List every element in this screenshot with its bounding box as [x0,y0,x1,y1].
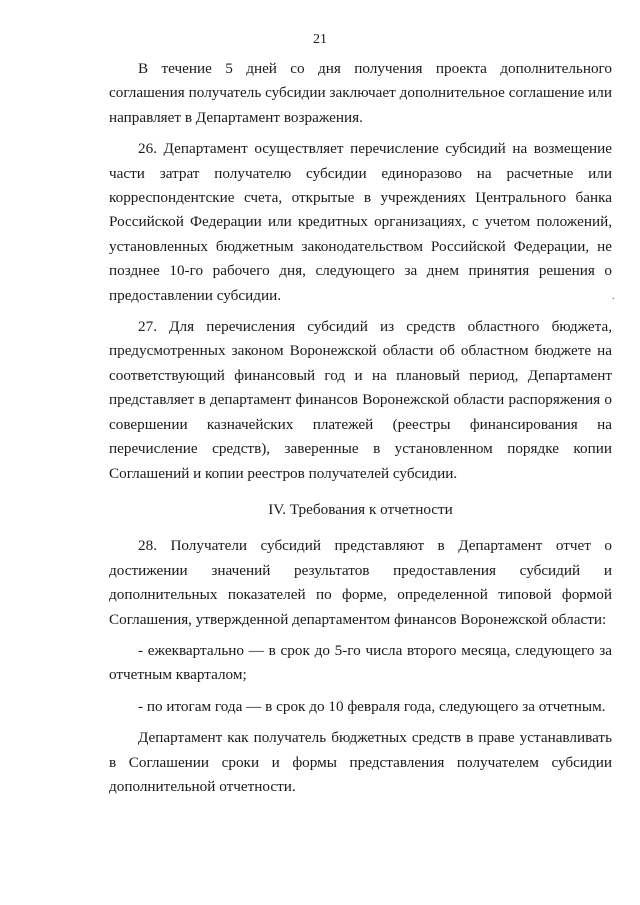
paragraph-additional-agreement: В течение 5 дней со дня получения проекта дополнительного соглашения получатель субсидии заключает дополнительное соглашение или направляет в Департамент возражения. [109,60,612,126]
document-body [109,57,612,806]
paragraph-26: 26. Департамент осуществляет перечисление субсидий на возмещение части затрат получателю субсидии единоразово на расчетные или корреспондентские счета, открытые в учреждениях Центрального банка Российской Федерации или кредитных организациях, с учетом положений, установленных бюджетным законодательством Российской Федерации, не позднее 10-го рабочего дня, следующего за днем принятия решения о предоставлении субсидии. [109,140,612,304]
margin-mark: . [612,291,615,302]
list-item-quarterly: - ежеквартально — в срок до 5-го числа второго месяца, следующего за отчетным кварталом; [109,641,612,684]
page-number: 21 [313,32,327,47]
list-item-annual: - по итогам года — в срок до 10 февраля года, следующего за отчетным. [138,697,606,715]
paragraph-28: 28. Получатели субсидий представляют в Департамент отчет о достижении значений результатов предоставления субсидий и дополнительных показателей по форме, определенной типовой формой Соглашения, утвержденной департаментом финансов Воронежской области: [109,537,612,628]
paragraph-27: 27. Для перечисления субсидий из средств областного бюджета, предусмотренных законом Воронежской области об областном бюджете на соответствующий финансовый год и на плановый период, Департамент представляет в департамент финансов Воронежской области распоряжения о совершении казначейских платежей (реестры финансирования на перечисление средств), заверенные в установленном порядке копии Соглашений и копии реестров получателей субсидии. [109,318,612,482]
section-heading: IV. Требования к отчетности [268,500,453,518]
paragraph-department-rights: Департамент как получатель бюджетных средств в праве устанавливать в Соглашении сроки и формы представления получателем субсидии дополнительной отчетности. [109,729,612,795]
